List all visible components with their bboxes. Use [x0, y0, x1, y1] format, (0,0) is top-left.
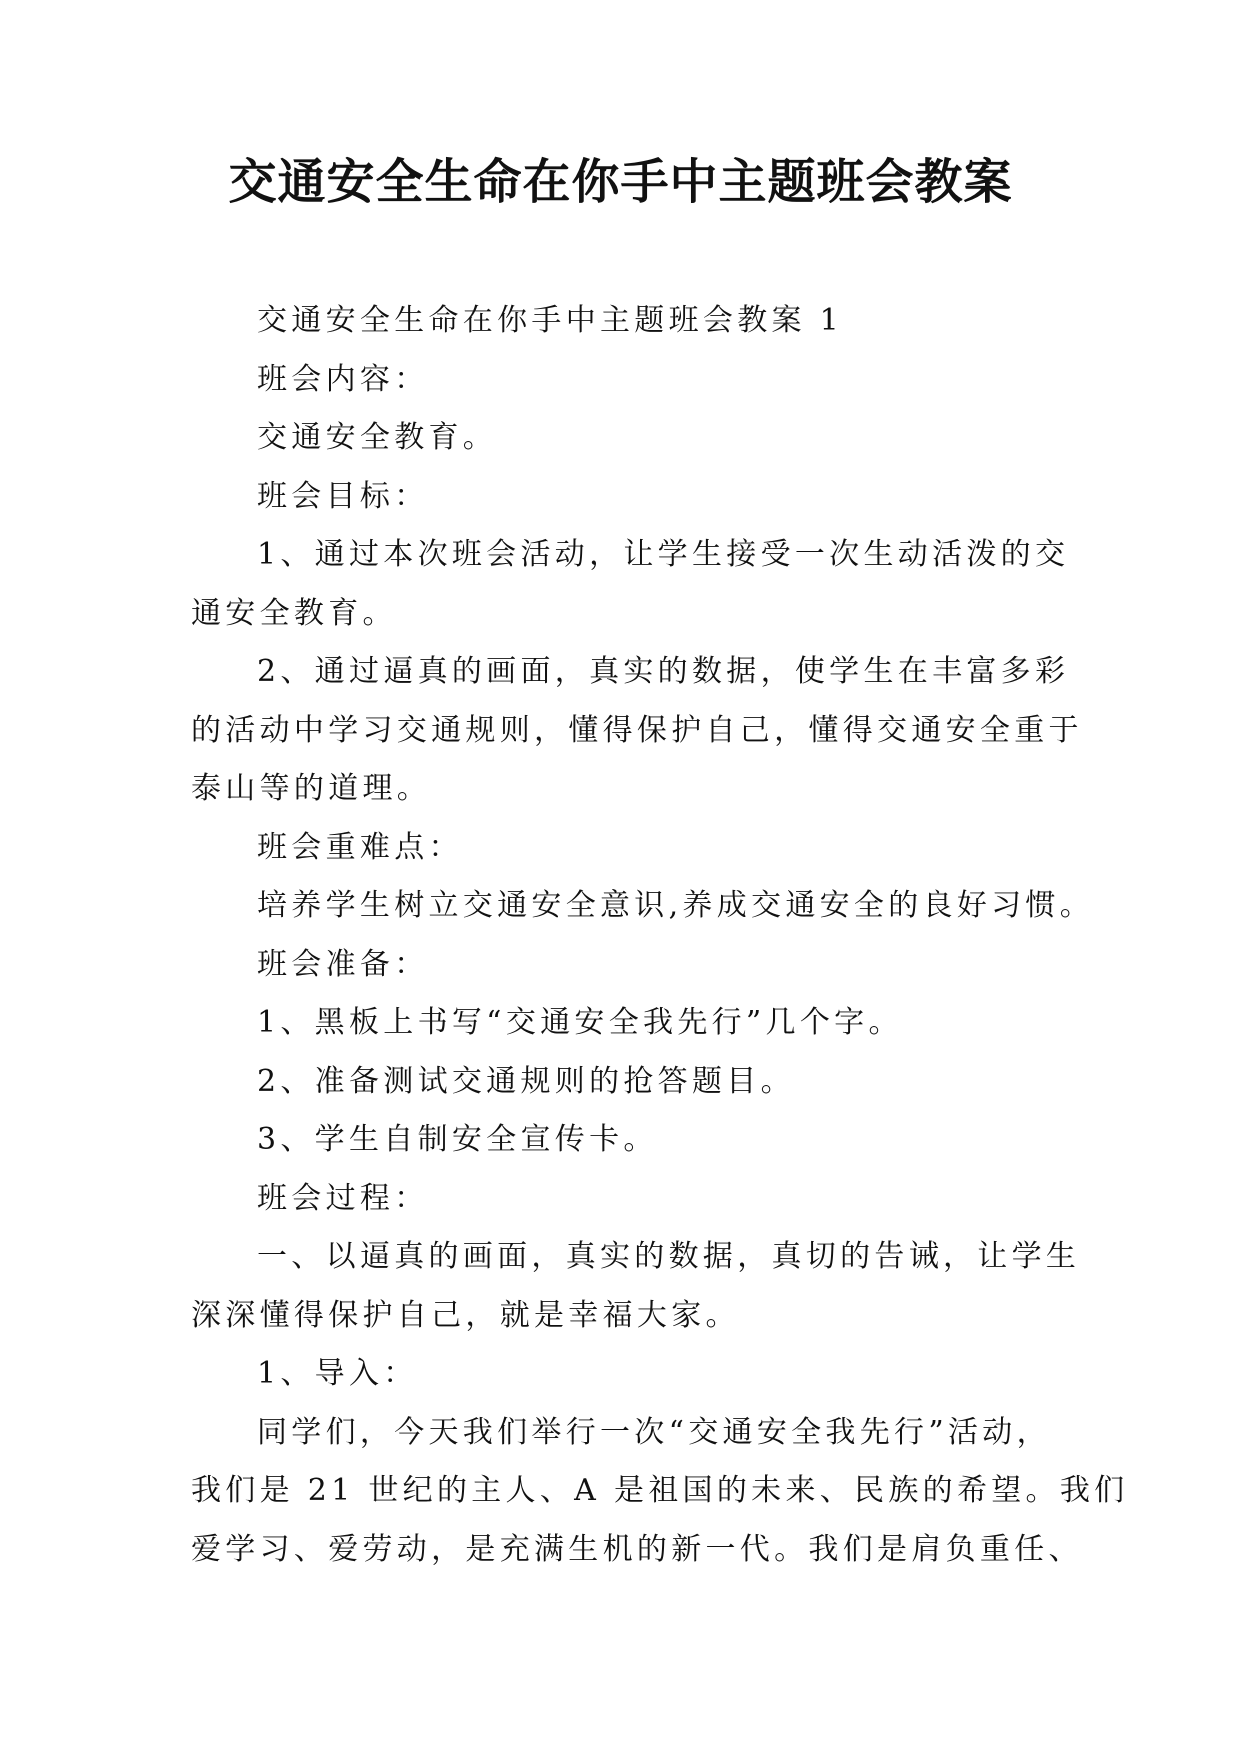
paragraph-line: 培养学生树立交通安全意识,养成交通安全的良好习惯。 — [257, 888, 1095, 923]
paragraph-line: 班会过程： — [257, 1180, 429, 1216]
paragraph-line: 1、黑板上书写“交通安全我先行”几个字。 — [257, 1005, 903, 1040]
paragraph-line: 1、导入： — [257, 1356, 418, 1391]
paragraph-line: 交通安全教育。 — [257, 420, 498, 455]
paragraph-line: 的活动中学习交通规则，懂得保护自己，懂得交通安全重于 — [191, 712, 1083, 748]
paragraph-line: 班会目标： — [257, 478, 429, 514]
document-body — [191, 292, 1129, 1579]
paragraph-line: 深深懂得保护自己，就是幸福大家。 — [191, 1297, 740, 1333]
paragraph — [191, 292, 1061, 351]
paragraph-line: 班会内容： — [257, 361, 429, 397]
paragraph — [191, 1111, 1061, 1170]
paragraph — [191, 351, 1061, 410]
paragraph-line: 班会重难点： — [257, 829, 463, 865]
paragraph — [191, 1170, 1061, 1229]
document-title: 交通安全生命在你手中主题班会教案 — [228, 154, 1013, 210]
paragraph — [191, 994, 1061, 1053]
paragraph-line: 2、准备测试交通规则的抢答题目。 — [257, 1063, 795, 1099]
paragraph — [191, 1404, 1129, 1580]
paragraph-line: 一、以逼真的画面，真实的数据，真切的告诫，让学生 — [257, 1239, 1081, 1274]
paragraph-line: 1、通过本次班会活动，让学生接受一次生动活泼的交 — [257, 537, 1070, 572]
paragraph — [191, 409, 1061, 468]
paragraph — [191, 526, 1070, 643]
paragraph — [191, 1053, 1061, 1112]
paragraph-line: 2、通过逼真的画面，真实的数据，使学生在丰富多彩 — [257, 654, 1070, 689]
paragraph — [191, 643, 1083, 819]
paragraph-line: 泰山等的道理。 — [191, 771, 432, 806]
paragraph — [191, 1228, 1081, 1345]
paragraph — [191, 1345, 1061, 1404]
paragraph — [191, 819, 1061, 878]
paragraph-line: 同学们，今天我们举行一次“交通安全我先行”活动， — [257, 1414, 1051, 1450]
paragraph-line: 通安全教育。 — [191, 595, 397, 631]
paragraph-line: 班会准备： — [257, 946, 429, 982]
paragraph-line: 3、学生自制安全宣传卡。 — [257, 1122, 658, 1157]
paragraph — [191, 468, 1061, 527]
paragraph-line: 交通安全生命在你手中主题班会教案 1 — [257, 303, 844, 338]
paragraph-line: 爱学习、爱劳动，是充满生机的新一代。我们是肩负重任、 — [191, 1531, 1083, 1567]
paragraph — [191, 936, 1061, 995]
paragraph-line: 我们是 21 世纪的主人、A 是祖国的未来、民族的希望。我们 — [191, 1473, 1129, 1508]
paragraph — [191, 877, 1095, 936]
